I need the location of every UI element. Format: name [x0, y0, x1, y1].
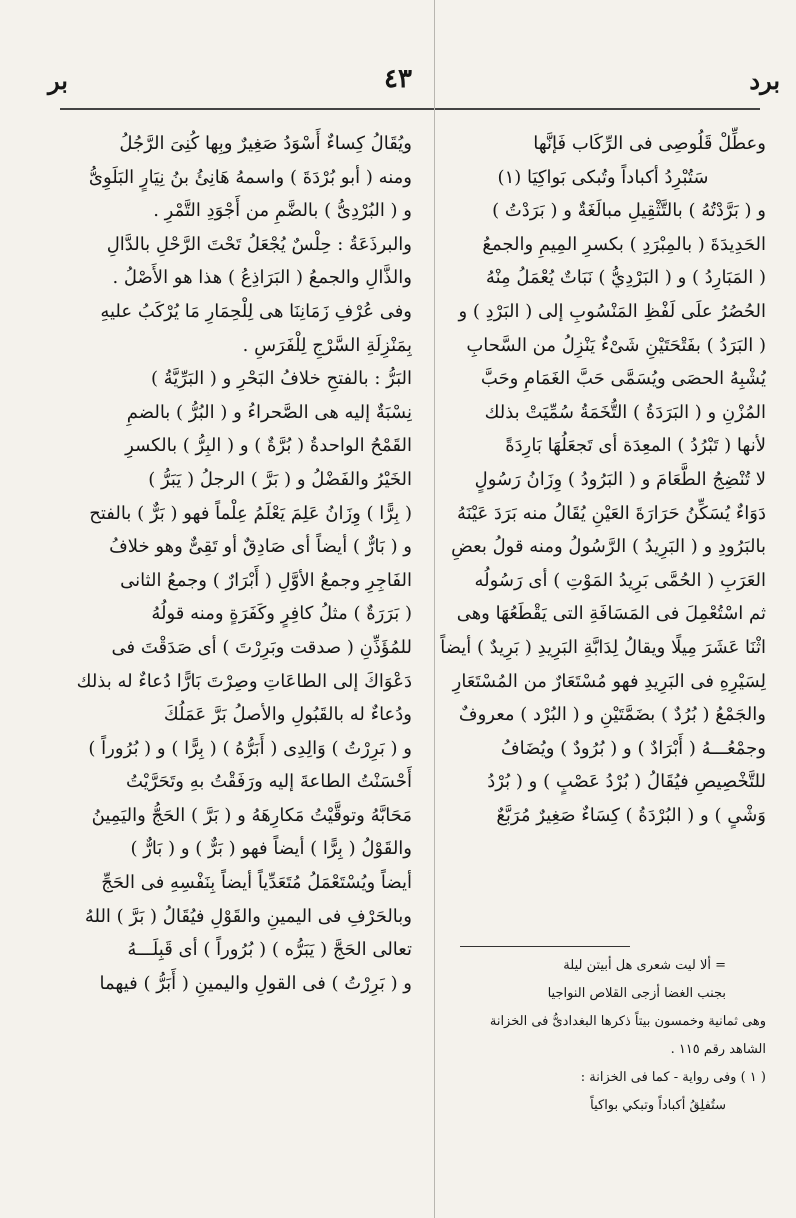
right-text-column	[440, 127, 766, 832]
text-line: ومنه ( أبو بُرْدَةَ ) واسمهُ هَانِئُ بنُ نِيَارٍ البَلَوِىُّ	[88, 166, 412, 188]
text-line: أَحْسَنْتُ الطاعةَ إليه ورَفَقْتُ بهِ وتَحَرَّيْتُ	[126, 771, 412, 793]
text-line: دَوَاءٌ يُسَكِّنُ حَرَارَةَ العَيْنِ يُقَالُ منه بَرَدَ عَيْنَهُ	[456, 502, 766, 524]
text-line: وَشْىٍ ) و ( البُرْدَةُ ) كِسَاءٌ صَغِيرٌ مُرَبَّعٌ	[496, 804, 766, 826]
text-line: و ( بَارٌّ ) أيضاً أى صَادِقٌ أو تَقِىٌّ وهو خلافُ	[109, 536, 412, 558]
text-line: بالبَرُودِ و ( البَرِيدُ ) الرَّسُولُ ومنه قولُ بعضِ	[451, 536, 766, 558]
text-line: و ( بَرِرْتُ ) وَالِدِى ( أَبَرُّهُ ) ( بِرًّا ) و ( بُرُوراً )	[88, 737, 412, 759]
header-entry-word-right: برد	[749, 66, 780, 95]
text-line: والقَوْلُ ( بِرًّا ) أيضاً فهو ( بَرٌّ ) و ( بَارٌّ )	[130, 838, 412, 860]
text-line: و ( بَرِرْتُ ) فى القولِ واليمينِ ( أَبَرُّ ) فيهما	[99, 972, 412, 994]
header-entry-word-left: بر	[48, 66, 68, 95]
page-header	[0, 62, 796, 102]
text-line: المُزْنِ و ( البَرَدَةُ ) التُّخَمَةُ سُمِّيَتْ بذلك	[484, 401, 766, 423]
text-line: اثْنَا عَشَرَ مِيلًا ويقالُ لِدَابَّةِ البَرِيدِ ( بَرِيدٌ ) أيضاً	[440, 636, 766, 658]
text-line: والبرذَعَةُ : حِلْسٌ يُجْعَلُ تَحْتَ الرَّحْلِ بالدَّالِ	[106, 233, 412, 255]
left-text-column	[40, 127, 412, 1000]
text-line: ويُقَالُ كِساءٌ أَسْوَدُ صَغِيرٌ وبِها كُنِىَ الرَّجُلُ	[119, 133, 412, 154]
footnotes	[440, 952, 766, 1120]
footnote-line: ستُفلِقُ أكباداً وتبكي بواكياً	[590, 1098, 726, 1113]
footnote-line: وهى ثمانية وخمسون بيتاً ذكرها البغدادىُّ فى الخزانة	[489, 1014, 766, 1029]
text-line: و ( بَرَّدْتُهُ ) بالتَّثْقِيلِ مبالَغَةٌ و ( بَرَدْتُ )	[492, 200, 766, 222]
text-line: القَمْحُ الواحدةُ ( بُرَّةٌ ) و ( البِرُّ ) بالكسرِ	[125, 435, 412, 457]
text-line: ( بَرَرَةٌ ) مثلُ كافِرٍ وكَفَرَةٍ ومنه قولُهُ	[151, 603, 412, 625]
text-line: وعطِّلْ قَلُوصِى فى الرِّكَاب فَإنَّها	[533, 133, 766, 154]
text-line: الفَاجِرِ وجمعُ الأوَّلِ ( أَبْرَارٌ ) وجمعُ الثانى	[120, 569, 412, 591]
page-gutter	[434, 0, 435, 1218]
text-line: ( المَبَارِدُ ) و ( البَرْدِيُّ ) نَبَاتٌ يُعْمَلُ مِنْهُ	[485, 267, 766, 289]
text-line: لأنها ( تَبْرُدُ ) المعِدَة أى تَجعَلُهَا بَارِدَةً	[505, 435, 766, 457]
header-divider	[60, 108, 760, 110]
text-line: يُشْبِهُ الحصَى ويُسَمَّى حَبَّ الغَمَامِ وحَبَّ	[480, 368, 766, 390]
footnote-line: ( ١ ) وفى رواية - كما فى الخزانة :	[580, 1070, 766, 1085]
text-line: وفى عُرْفِ زَمَانِنَا هى لِلْحِمَارِ مَا يُرْكَبُ عليهِ	[100, 300, 412, 322]
text-line: ودُعاءٌ له بالقَبُولِ والأصلُ بَرَّ عَمَلُكَ	[163, 704, 412, 726]
text-line: لا تُنْضِجُ الطَّعَامَ و ( البَرُودُ ) وِزَانُ رَسُولٍ	[474, 468, 766, 490]
text-line: نِسْبَةٌ إليه هى الصَّحراءُ و ( البُرُّ ) بالضمِ	[126, 401, 412, 423]
text-line: والجَمْعُ ( بُرُدٌ ) بضَمَّتَيْنِ و ( البُرْد ) معروفٌ	[458, 704, 766, 726]
page-number: ٤٣	[384, 64, 412, 94]
text-line: لِسَيْرِهِ فى البَرِيدِ فهو مُسْتَعَارٌ من المُسْتَعَارِ	[452, 670, 766, 692]
text-line: ( البَرَدُ ) بفَتْحَتَيْنِ شَىْءٌ يَنْزِلُ من السَّحابِ	[466, 334, 766, 356]
text-line: للتَّخْصِيصِ فيُقَالُ ( بُرْدُ عَصْبٍ ) و ( بُرْدُ	[487, 771, 766, 793]
text-line: للمُؤَذِّنِ ( صدقت وبَرِرْتَ ) أى صَدَقْتَ فى	[111, 636, 412, 658]
text-line: بِمَنْزِلَةِ السَّرْجِ لِلْفَرَسِ .	[242, 334, 412, 356]
text-line: والذَّالِ والجمعُ ( البَرَاذِعُ ) هذا هو الأَصْلُ .	[112, 267, 412, 289]
text-line: العَرَبِ ( الحُمَّى بَرِيدُ المَوْتِ ) أى رَسُولُه	[474, 569, 766, 591]
text-line: مَحَابَّهُ وتوقَّيْتُ مَكارِهَهُ و ( بَرَّ ) الحَجُّ واليَمِينُ	[91, 804, 412, 826]
text-line: ( بِرًّا ) وِزَانُ عَلِمَ يَعْلَمُ عِلْماً فهو ( بَرٌّ ) بالفتح	[89, 502, 412, 524]
text-line: البَرُّ : بالفتحِ خلافُ البَحْرِ و ( البَرِّيَّةُ )	[150, 368, 412, 390]
text-line: الحَدِيدَةَ ( بالمِبْرَدِ ) بكسرِ المِيمِ والجمعُ	[482, 233, 766, 255]
text-line: وجمْعُـــهُ ( أَبْرَادٌ ) و ( بُرُودٌ ) ويُضَافُ	[501, 737, 766, 759]
footnote-rule	[460, 946, 630, 947]
text-line: دَعْوَاكَ إلى الطاعَاتِ وصِرْتَ بَارًّا دُعاءٌ له بذلك	[76, 670, 412, 692]
text-line: أيضاً ويُسْتَعْمَلُ مُتَعَدِّياً أيضاً بِنَفْسِهِ فى الحَجِّ	[101, 872, 412, 894]
text-line: ثم اسْتُعْمِلَ فى المَسَافَةِ التى يَقْطَعُهَا وهى	[456, 603, 766, 625]
text-line: وبالحَرْفِ فى اليمينِ والقَوْلِ فيُقَالُ ( بَرَّ ) اللهُ	[84, 905, 412, 927]
text-line: سَتُبْرِدُ أكباداً وتُبكى بَواكِيَا (١)	[497, 166, 709, 188]
footnote-line: الشاهد رقم ١١٥ .	[670, 1042, 766, 1057]
text-line: الحُصُرُ علَى لَفْظِ المَنْسُوبِ إلى ( البَرْدِ ) و	[458, 300, 766, 322]
text-line: الخَيْرُ والفَضْلُ و ( بَرَّ ) الرجلُ ( يَبَرُّ )	[148, 468, 412, 490]
footnote-line: = ألا ليت شعرى هل أبيتن ليلة	[563, 958, 726, 973]
footnote-line: بجنب الغضا أزجى القلاص النواجيا	[547, 986, 726, 1001]
text-line: تعالى الحَجَّ ( يَبَرُّه ) ( بُرُوراً ) أى قَبِلَـــهُ	[127, 939, 412, 961]
text-line: و ( البُرْدِىُّ ) بالضَّمِ من أَجْوَدِ التَّمْرِ .	[153, 200, 412, 222]
